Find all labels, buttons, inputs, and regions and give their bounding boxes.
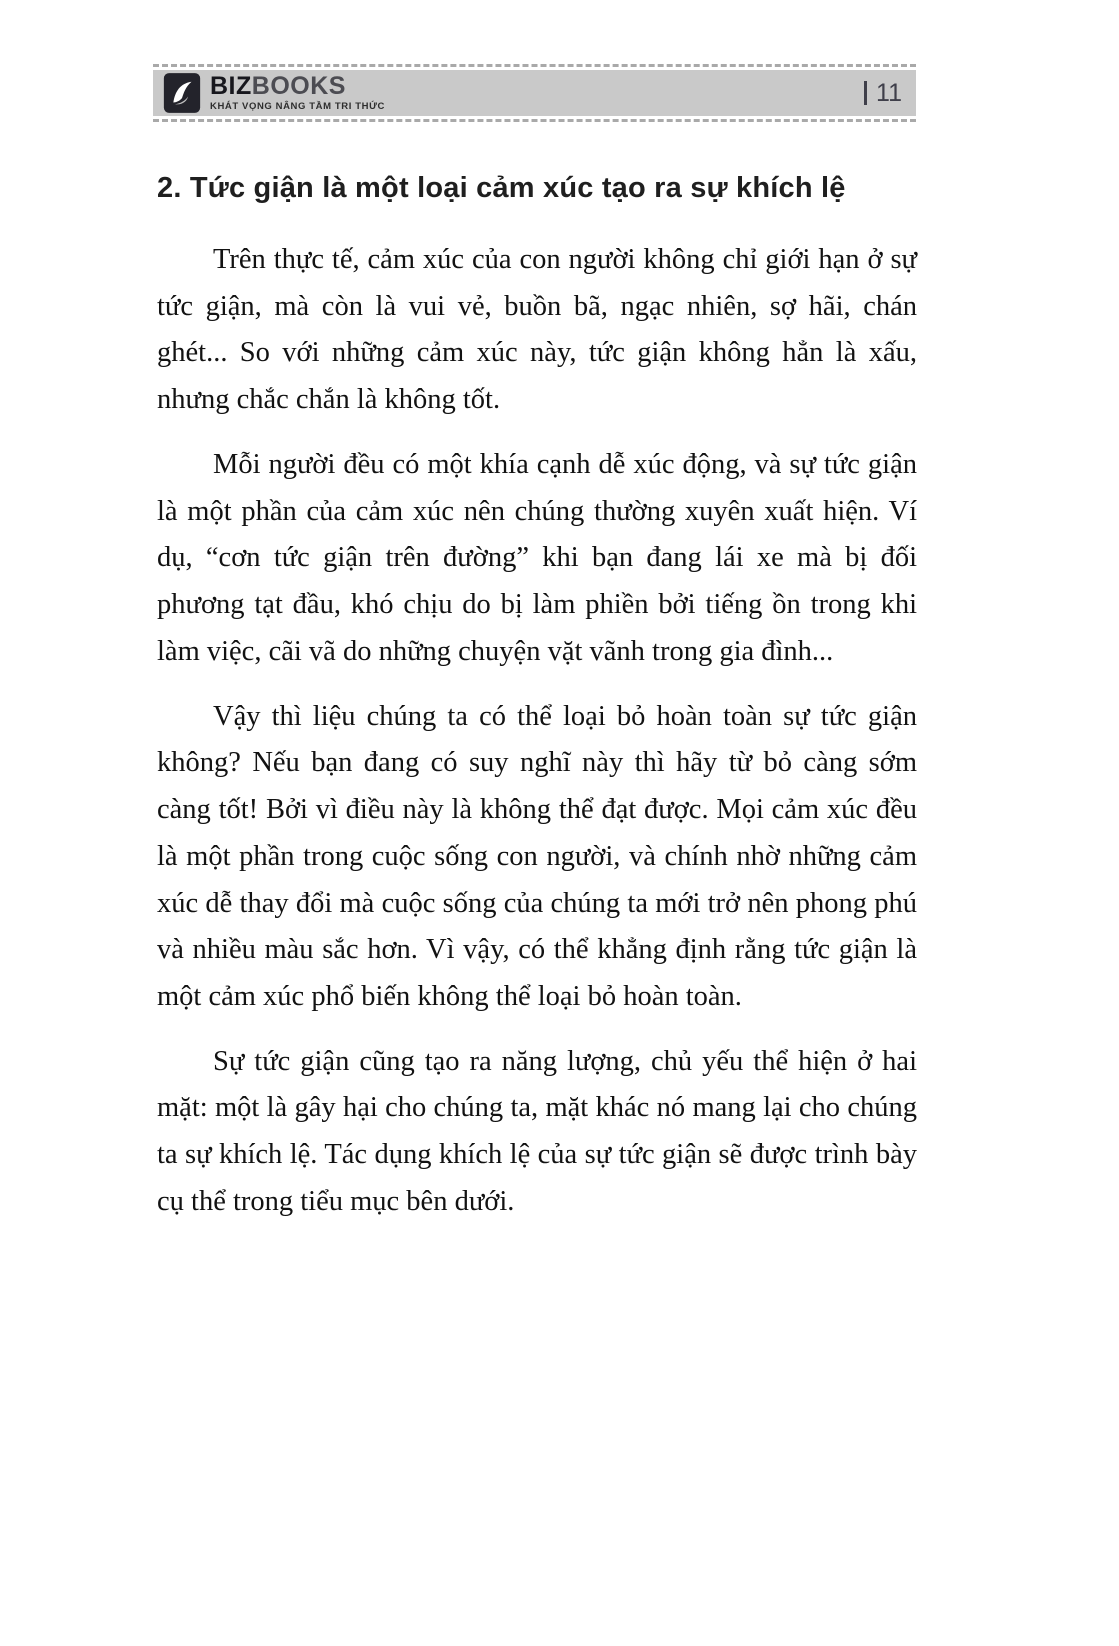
paragraph-1: Trên thực tế, cảm xúc của con người không chỉ giới hạn ở sự tức giận, mà còn là vui vẻ, buồn bã, ngạc nhiên, sợ hãi, chán ghét... So với những cảm xúc này, tức giận không hẳn là xấu, nhưng chắc chắn là không tốt. — [157, 244, 917, 416]
bizbooks-logo-icon — [163, 72, 201, 114]
page-header — [153, 64, 916, 122]
section-heading: 2. Tức giận là một loại cảm xúc tạo ra sự khích lệ — [157, 172, 846, 204]
brand — [163, 72, 385, 114]
page-number-divider — [864, 81, 867, 105]
brand-name — [210, 74, 385, 99]
paragraph-2: Mỗi người đều có một khía cạnh dễ xúc động, và sự tức giận là một phần của cảm xúc nên chúng thường xuyên xuất hiện. Ví dụ, “cơn tức giận trên đường” khi bạn đang lái xe mà bị đối phương tạt đầu, khó chịu do bị làm phiền bởi tiếng ồn trong khi làm việc, cãi vã do những chuyện vặt vãnh trong gia đình... — [157, 448, 917, 667]
brand-tagline: KHÁT VỌNG NÂNG TẦM TRI THỨC — [210, 101, 386, 113]
brand-text — [210, 74, 385, 112]
page-number-value: 11 — [876, 78, 902, 107]
header-bar — [153, 70, 916, 116]
brand-name-biz: BIZ — [210, 72, 252, 101]
paragraph-4: Sự tức giận cũng tạo ra năng lượng, chủ yếu thể hiện ở hai mặt: một là gây hại cho chúng ta, mặt khác nó mang lại cho chúng ta sự khích lệ. Tác dụng khích lệ của sự tức giận sẽ được trình bày cụ thể trong tiểu mục bên dưới. — [157, 1045, 917, 1217]
page-number — [864, 79, 902, 108]
page-content — [157, 172, 917, 1226]
brand-name-books: BOOKS — [251, 72, 346, 101]
paragraph-3: Vậy thì liệu chúng ta có thể loại bỏ hoàn toàn sự tức giận không? Nếu bạn đang có suy nghĩ này thì hãy từ bỏ càng sớm càng tốt! Bởi vì điều này là không thể đạt được. Mọi cảm xúc đều là một phần trong cuộc sống con người, và chính nhờ những cảm xúc dễ thay đổi mà cuộc sống của chúng ta mới trở nên phong phú và nhiều màu sắc hơn. Vì vậy, có thể khẳng định rằng tức giận là một cảm xúc phổ biến không thể loại bỏ hoàn toàn. — [157, 700, 917, 1013]
